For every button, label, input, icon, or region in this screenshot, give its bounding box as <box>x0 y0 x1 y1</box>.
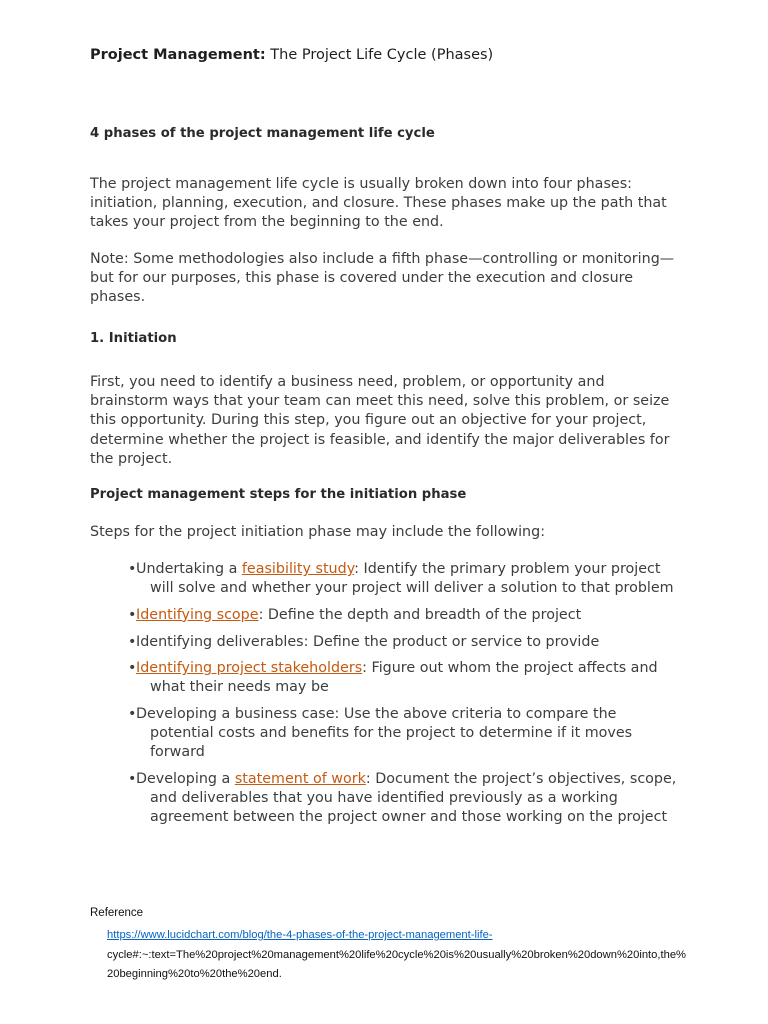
bullet-dot: • <box>128 606 137 623</box>
bullet-text: Developing a business case: Use the above criteria to compare the potential costs and benefits for the project to determine if it moves forward <box>136 706 633 761</box>
note-paragraph: Note: Some methodologies also include a fifth phase—controlling or monitoring—but for our purposes, this phase is covered under the execution and closure phases. <box>90 251 675 306</box>
bullet-text: : Define the depth and breadth of the project <box>258 606 582 623</box>
intro-paragraph: The project management life cycle is usually broken down into four phases: initiation, planning, execution, and closure. These phases make up the path that takes your project from the beginning to the end. <box>90 176 667 231</box>
list-item <box>128 633 684 652</box>
bullet-dot: • <box>128 660 137 677</box>
bullet-text: Identifying deliverables: Define the product or service to provide <box>136 633 600 650</box>
title-rest: The Project Life Cycle (Phases) <box>265 47 494 63</box>
title-bold: Project Management: <box>90 47 266 63</box>
identifying-scope-link[interactable]: Identifying scope <box>136 606 259 623</box>
feasibility-study-link[interactable]: feasibility study <box>241 561 355 577</box>
reference-url <box>107 926 692 985</box>
bullet-dot: • <box>128 561 137 577</box>
steps-intro: Steps for the project initiation phase may include the following: <box>90 524 546 540</box>
bullet-text: : Figure out whom the project affects and what their needs may be <box>150 660 658 696</box>
initiation-heading: 1. Initiation <box>90 331 177 346</box>
reference-url-continued: cycle#:~:text=The%20project%20management%20life%20cycle%20is%20usually%20broken%20down%20into,the%20beginning%20to%20the%20end. <box>107 948 686 980</box>
bullet-text: : Document the project’s objectives, scope, and deliverables that you have identified previously as a working agreement between the project owner and those working on the project <box>150 770 677 825</box>
reference-label: Reference <box>90 907 144 919</box>
initiation-paragraph: First, you need to identify a business need, problem, or opportunity and brainstorm ways that your team can meet this need, solve this problem, or seize this opportunity. During this step, you figure out an objective for your project, determine whether the project is feasible, and identify the major deliverables for the project. <box>90 374 670 467</box>
statement-of-work-link[interactable]: statement of work <box>234 770 366 787</box>
bullet-text: Developing a <box>136 770 235 787</box>
steps-heading: Project management steps for the initiation phase <box>90 487 467 502</box>
section-heading: 4 phases of the project management life cycle <box>90 126 435 141</box>
page-title <box>90 47 493 63</box>
list-item <box>128 606 684 625</box>
list-item <box>128 770 684 827</box>
stakeholders-link[interactable]: Identifying project stakeholders <box>136 660 363 677</box>
bullet-dot: • <box>128 770 137 787</box>
bullet-text: Undertaking a <box>136 561 242 577</box>
list-item <box>128 560 684 598</box>
reference-link[interactable]: https://www.lucidchart.com/blog/the-4-phases-of-the-project-management-life- <box>107 929 493 941</box>
bullet-text: : Identify the primary problem your project will solve and whether your project will deliver a solution to that problem <box>150 561 674 596</box>
bullet-dot: • <box>128 706 137 723</box>
bullet-dot: • <box>128 633 137 650</box>
list-item <box>128 705 684 762</box>
steps-list <box>128 560 684 835</box>
list-item <box>128 659 684 697</box>
